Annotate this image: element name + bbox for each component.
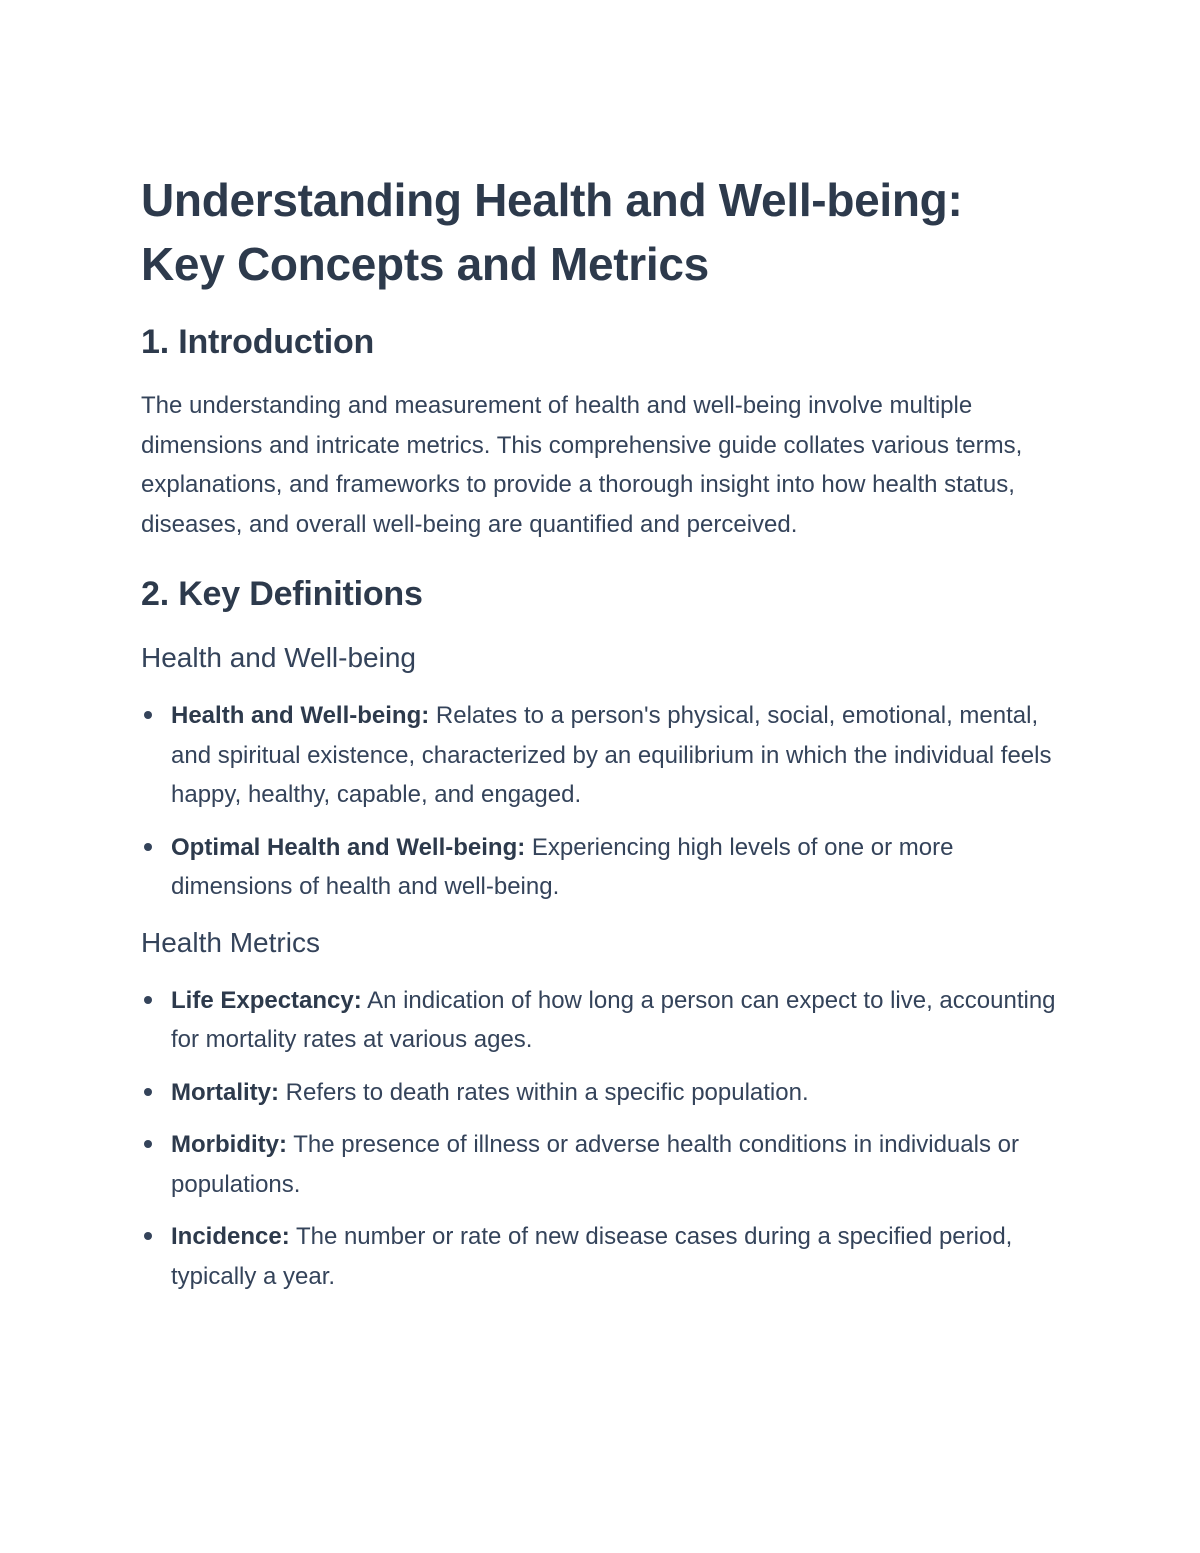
section-heading-introduction: 1. Introduction [141, 323, 375, 361]
bullet-icon [144, 1140, 152, 1148]
definition-term: Life Expectancy: [171, 986, 362, 1014]
bullet-icon [144, 1232, 152, 1240]
definition-term: Optimal Health and Well-being: [171, 833, 526, 861]
document-title-line-1: Understanding Health and Well-being: [141, 174, 963, 226]
list-item [141, 696, 1060, 815]
definition-text: The presence of illness or adverse health conditions in individuals or populations. [171, 1131, 1019, 1198]
section-heading-key-definitions: 2. Key Definitions [141, 575, 423, 613]
list-item [141, 828, 1060, 907]
definition-term: Health and Well-being: [171, 702, 430, 729]
definition-text: Refers to death rates within a specific population. [279, 1078, 809, 1106]
definition-text: Experiencing high levels of one or more dimensions of health and well-being. [171, 833, 954, 900]
document-title-line-2: Key Concepts and Metrics [141, 238, 709, 290]
definition-term: Mortality: [171, 1078, 279, 1106]
section-key-definitions [141, 572, 1060, 1296]
definition-term: Morbidity: [171, 1131, 287, 1158]
definition-text: An indication of how long a person can expect to live, accounting for mortality rates at various ages. [171, 986, 1056, 1053]
bullet-icon [144, 1088, 152, 1096]
list-item [141, 1073, 1060, 1113]
definition-text: The number or rate of new disease cases during a specified period, typically a year. [171, 1223, 1013, 1290]
subheading-health-and-well-being: Health and Well-being [141, 642, 416, 673]
bullet-icon [144, 843, 152, 851]
definition-term: Incidence: [171, 1223, 290, 1250]
section-introduction [141, 320, 1060, 544]
document-title [141, 168, 1060, 296]
definition-list-health-and-well-being [141, 696, 1060, 907]
bullet-icon [144, 996, 152, 1004]
list-item [141, 981, 1060, 1060]
definition-list-health-metrics [141, 981, 1060, 1297]
list-item [141, 1125, 1060, 1204]
introduction-paragraph: The understanding and measurement of health and well-being involve multiple dimensions and intricate metrics. This comprehensive guide collates various terms, explanations, and frameworks to provide a thorough insight into how health status, diseases, and overall well-being are quantified and perceived. [141, 392, 1023, 538]
bullet-icon [144, 711, 152, 719]
list-item [141, 1217, 1060, 1296]
subheading-health-metrics: Health Metrics [141, 926, 320, 958]
definition-text: Relates to a person's physical, social, emotional, mental, and spiritual existence, characterized by an equilibrium in which the individual feels happy, healthy, capable, and engaged. [171, 702, 1052, 808]
